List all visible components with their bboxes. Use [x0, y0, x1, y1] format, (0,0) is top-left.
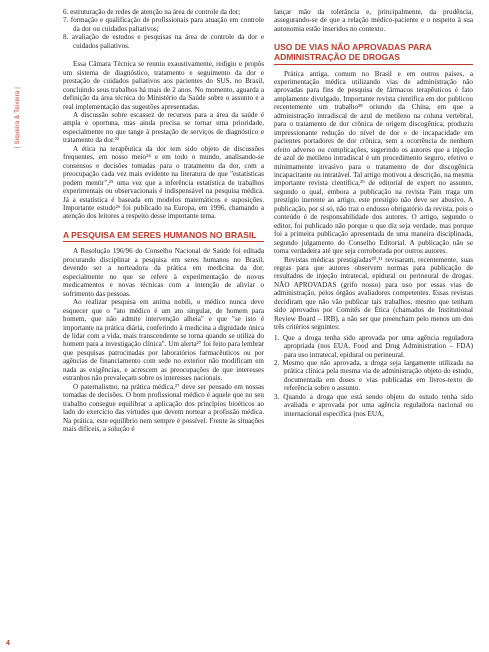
paragraph: A ética na terapêutica da dor tem sido objeto de discussões frequentes, em nosso meio²⁴ e em todo o mundo, analisando-se consensos e decisões tomadas para o tratamento da dor, com a preocupação cada vez mais evidente na literatura de que "estatísticas podem mentir",²⁵ uma vez que a inferência estatística de trabalhos experimentais ou observacionais é indispensável na pesquisa médica. Já a estatística é baseada em modelos matemáticos e suposições. Importante estudo²⁶ foi publicado na Europa, em 1996, chamando a atenção dos leitores a respeito desse importante tema. [63, 144, 264, 221]
paragraph: A discussão sobre escassez de recursos para a área da saúde é ampla e oportuna, mas ainda precisa se tornar uma prioridade, especialmente no que tange à prestação de serviços de diagnóstico e tratamento da dor.²³ [63, 110, 264, 145]
recommendations-list [63, 8, 264, 50]
running-head [4, 8, 21, 148]
paragraph: Essa Câmara Técnica se reuniu exaustivamente, redigiu e propôs um sistema de diagnóstico, tratamento e seguimento da dor e prestação de cuidados paliativos aos pacientes do SUS, no Brasil, concluindo seus trabalhos há mais de 2 anos. No momento, aguarda a definição da área técnica do Ministério da Saúde sobre o assunto e a real implementação das sugestões apresentadas. [63, 60, 264, 111]
list-item: 1. Que a droga tenha sido aprovada por uma agência reguladora apropriada (nos EUA, Food and Drug Administration – FDA) para uso intratecal, epidural ou perineural. [274, 333, 473, 359]
section-heading: A PESQUISA EM SERES HUMANOS NO BRASIL [63, 231, 264, 243]
list-item: 2. Mesmo que não aprovada, a droga seja largamente utilizada na prática clínica pela mesma via de administração objeto do estudo, documentada em doses e vias publicadas em livros-texto de referência sobre o assunto. [274, 358, 473, 393]
right-column [274, 8, 473, 418]
running-head-text: | Siqueira & Teixeira | [15, 87, 21, 148]
list-item: 7. formação e qualificação de profissionais para atuação em controle da dor ou cuidados paliativos; [63, 16, 264, 33]
paragraph: Revistas médicas prestigiadas³⁰,³¹ revisaram, recentemente, suas regras para que autores observem normas para publicação de resultados de injeção intratecal, epidural ou perineural de drogas. NÃO APROVADAS (grifo nosso) para uso por essas vias de administração, pelos órgãos avaliadores competentes. Essas revistas decidiram que não vão publicar tais trabalhos, mesmo que tenham sido aprovados por Comitês de Ética (chamados de Institutional Review Board – IRB), a não ser que preencham pelo menos um dos três critérios seguintes: [274, 255, 473, 332]
left-column [63, 8, 264, 433]
paragraph: Ao realizar pesquisa em anima nobili, o médico nunca deve esquecer que o "ato médico é um ato singular, de homem para homem, que não admite intervenção alheia" e que "se isto é importante na prática diária, conferindo à medicina a dignidade única de lidar com a vida, mais transcendente se torna quando se utiliza do homem para a investigação clínica". Um alerta²⁷ foi feito para lembrar que pesquisas patrocinadas por laboratórios farmacêuticos ou por agências de financiamento com sede no exterior não modificam em nada as exigências, e acrescem as preocupações de que interesses estranhos não prevaleçam sobre os interesses nacionais. [63, 298, 264, 383]
criteria-list [274, 334, 473, 419]
section-heading: USO DE VIAS NÃO APROVADAS PARA ADMINISTRAÇÃO DE DROGAS [274, 43, 473, 64]
paragraph: O paternalismo, na prática médica,²⁷ deve ser pensado em nossas tomadas de decisões. O bom profissional médico é aquele que no seu trabalho consegue equilibrar a aplicação dos princípios bioéticos ao lado do exercício das virtudes que devem nortear a profissão médica. Na prática, este equilíbrio nem sempre é possível. Frente às situações mais difíceis, a solução é [63, 382, 264, 433]
list-item: 6. estruturação de redes de atenção na área de controle da dor; [63, 8, 241, 16]
page-number: 4 [6, 640, 10, 647]
paragraph: A Resolução 196/96 do Conselho Nacional de Saúde foi editada procurando disciplinar a pesquisa em seres humanos no Brasil, devendo ser a norteadora da prática em medicina da dor, especialmente no que se refere à experimentação de novos medicamentos e novas técnicas com a intenção de aliviar o sofrimento das pessoas. [63, 247, 264, 298]
paragraph: Prática antiga, comum no Brasil e em outros países, a experimentação médica utilizando vias de administração não aprovadas para fins de pesquisa de fármacos terapêuticos é fato amplamente divulgado. Importante revista científica em dor publicou recentemente um trabalho²⁸ oriundo da China, em que a administração intradiscal de azul de metileno na coluna vertebral, para o tratamento de dor crônica de origem discogênica, produziu impressionante redução do nível de dor e de incapacidade em pacientes portadores de dor crônica, sem a ocorrência de nenhum efeito adverso ou complicações, sugerindo os autores que a injeção de azul de metileno intradiscal é um procedimento seguro, efetivo e minimamente invasivo para o tratamento de dor discogênica incapacitante ou intratável. Tal artigo motivou a descrição, na mesma importante revista científica,²⁹ de editorial de expert no assunto, segundo o qual, embora a publicação na revista Pain traga um prestígio inerente ao artigo, este prestígio não deve ser abusivo. A publicação, por si só, não traz o endosso obrigatório da revista, pois o conteúdo é de responsabilidade dos autores. O artigo, segundo o editor, foi publicado não porque o que diz seja verdade, mas porque foi a primeira publicação apresentada de uma maneira disciplinada, segundo julgamento do Conselho Editorial. A publicação não se torna verdadeira até que seja corroborada por outros autores. [274, 69, 473, 256]
list-item: 3. Quando a droga que está sendo objeto do estudo tenha sido avaliada e aprovada por uma agência reguladora nacional ou internacional específica (nos EUA, [274, 392, 473, 418]
list-item: 8. avaliação de estudos e pesquisas na área de controle da dor e cuidados paliativos. [63, 33, 264, 50]
paragraph: lançar mão da tolerância e, principalmente, da prudência, assegurando-se de que a relação médico-paciente e o respeito à sua autonomia estão inseridos no contexto. [274, 8, 473, 33]
